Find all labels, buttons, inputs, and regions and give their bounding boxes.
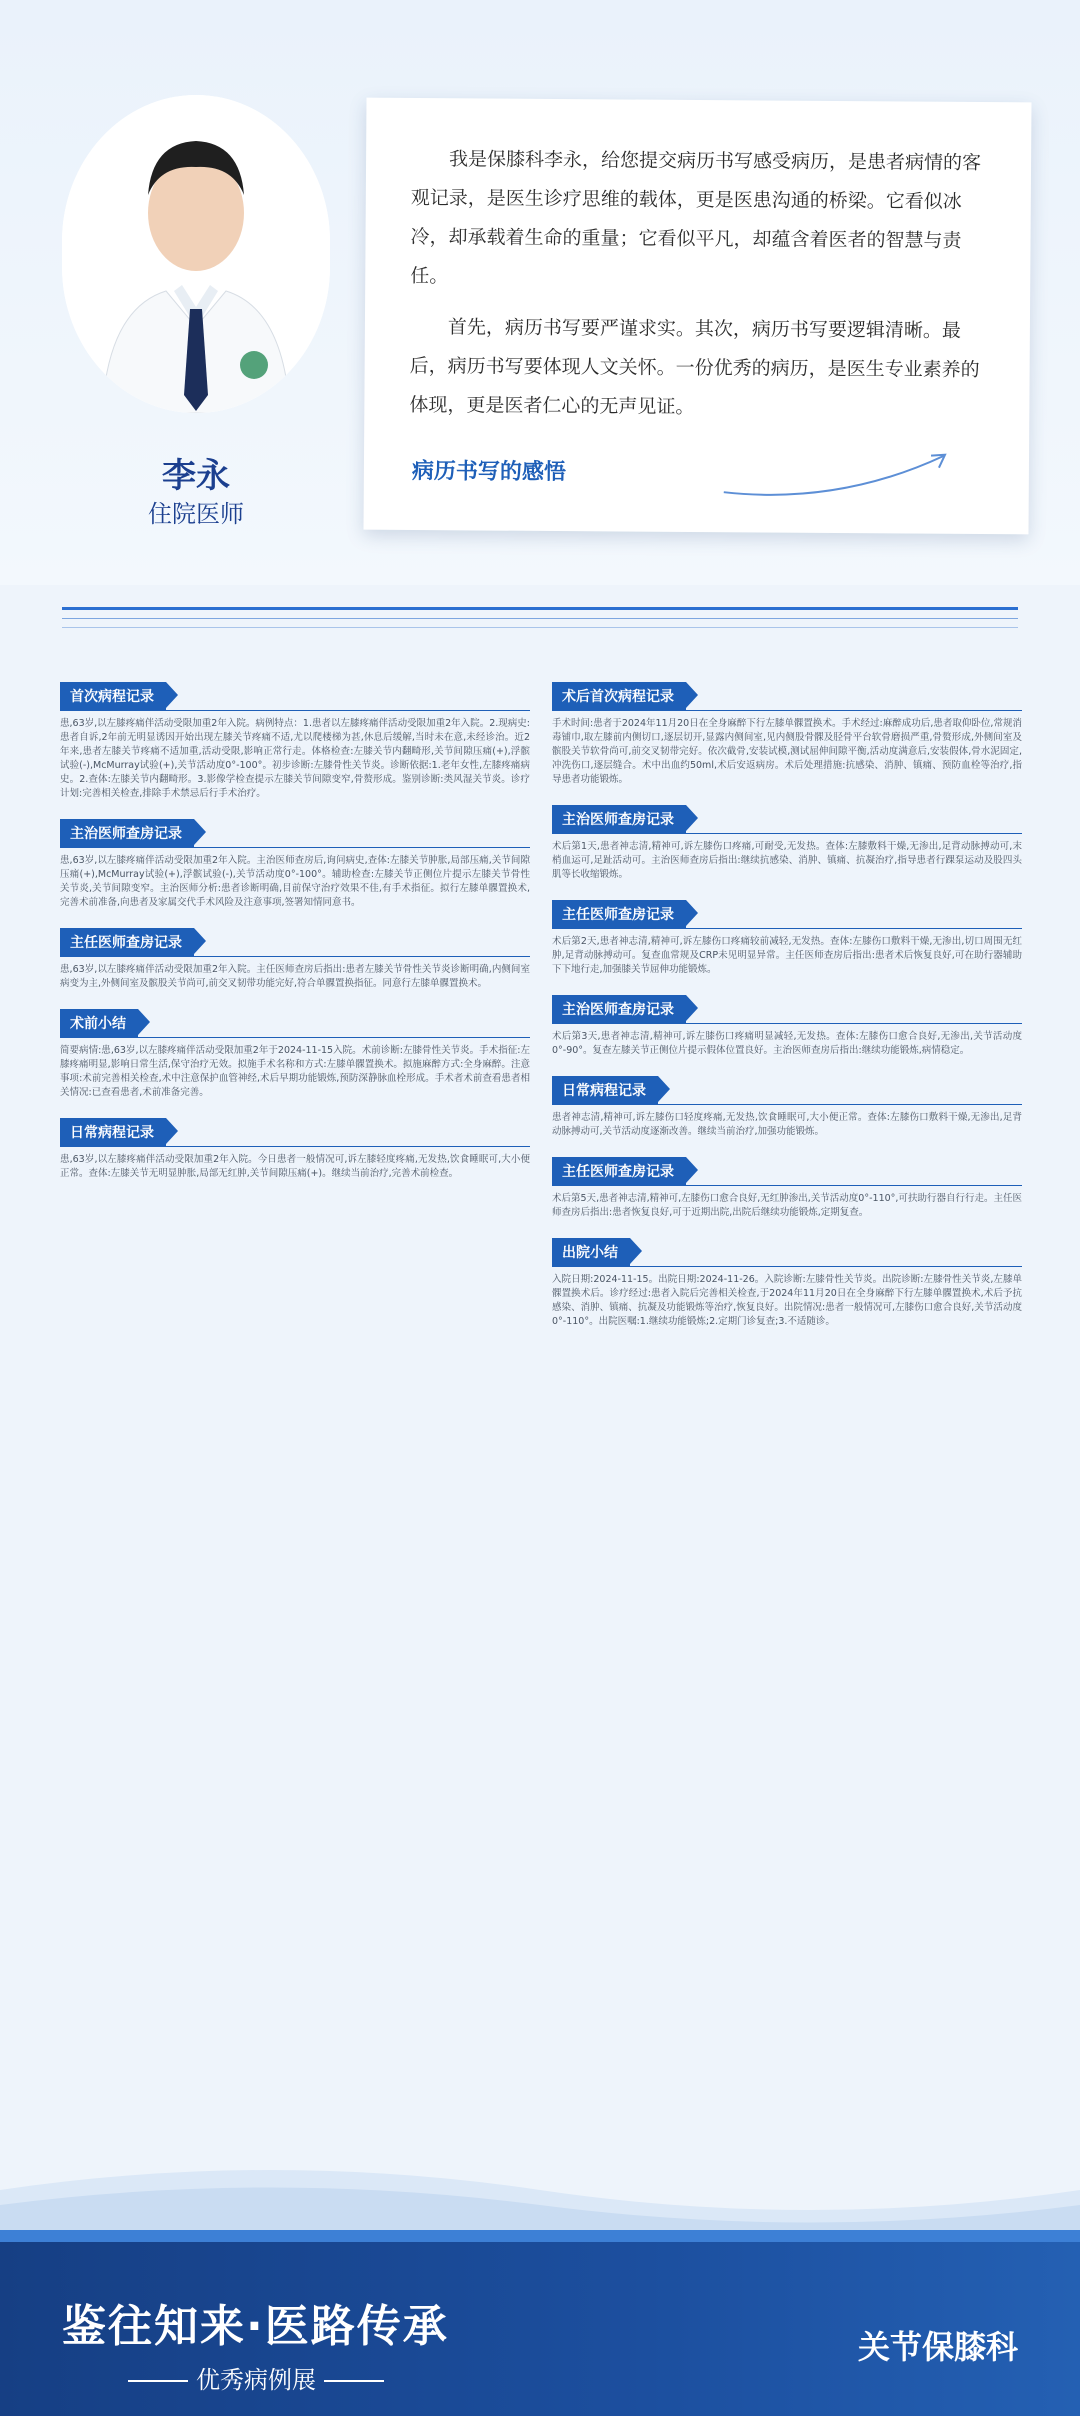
section-attending-round-postop-1 <box>552 795 1022 882</box>
section-title: 术前小结 <box>60 1009 138 1037</box>
section-title: 主治医师查房记录 <box>552 805 686 833</box>
section-title: 日常病程记录 <box>552 1076 658 1104</box>
section-title: 首次病程记录 <box>60 682 166 710</box>
section-title: 术后首次病程记录 <box>552 682 686 710</box>
doctor-name: 李永 <box>162 456 230 496</box>
section-attending-round-postop-2 <box>552 985 1022 1058</box>
section-title: 主任医师查房记录 <box>60 928 194 956</box>
doctor-title: 住院医师 <box>148 500 244 528</box>
section-chief-round <box>60 918 530 991</box>
section-preop-summary <box>60 999 530 1100</box>
decorative-arrow-icon <box>719 442 959 504</box>
section-text: 术后第2天,患者神志清,精神可,诉左膝伤口疼痛较前减轻,无发热。查体:左膝伤口敷料干燥,无渗出,切口周围无红肿,足背动脉搏动可。复查血常规及CRP未见明显异常。主任医师查房后指出:患者术后恢复良好,可在助行器辅助下下地行走,加强膝关节屈伸功能锻炼。 <box>552 936 1022 975</box>
section-daily-record <box>60 1108 530 1181</box>
footer-subtitle: 优秀病例展 <box>196 2366 316 2394</box>
reflection-card <box>364 98 1032 535</box>
section-text: 患者神志清,精神可,诉左膝伤口轻度疼痛,无发热,饮食睡眠可,大小便正常。查体:左膝伤口敷料干燥,无渗出,足背动脉搏动可,关节活动度逐渐改善。继续当前治疗,加强功能锻炼。 <box>552 1112 1022 1137</box>
section-text: 简要病情:患,63岁,以左膝疼痛伴活动受限加重2年于2024-11-15入院。术前诊断:左膝骨性关节炎。手术指征:左膝疼痛明显,影响日常生活,保守治疗无效。拟施手术名称和方式:左膝单髁置换术。拟施麻醉方式:全身麻醉。注意事项:术前完善相关检查,术中注意保护血管神经,术后早期功能锻炼,预防深静脉血栓形成。手术者术前查看患者相关情况:已查看患者,术前准备完善。 <box>60 1045 530 1098</box>
footer-department: 关节保膝科 <box>857 2328 1018 2366</box>
section-text: 术后第5天,患者神志清,精神可,左膝伤口愈合良好,无红肿渗出,关节活动度0°-110°,可扶助行器自行行走。主任医师查房后指出:患者恢复良好,可于近期出院,出院后继续功能锻炼,定期复查。 <box>552 1193 1022 1218</box>
section-title: 主任医师查房记录 <box>552 900 686 928</box>
reflection-paragraph-2: 首先，病历书写要严谨求实。其次，病历书写要逻辑清晰。最后，病历书写要体现人文关怀。一份优秀的病历，是医生专业素养的体现，更是医者仁心的无声见证。 <box>409 316 980 418</box>
section-discharge-summary <box>552 1228 1022 1329</box>
section-postop-first-record <box>552 672 1022 787</box>
footer-title: 鉴往知来·医路传承 <box>62 2301 449 2352</box>
section-chief-round-postop-1 <box>552 890 1022 977</box>
section-title: 出院小结 <box>552 1238 630 1266</box>
section-daily-record-postop <box>552 1066 1022 1139</box>
doctor-portrait <box>62 95 330 413</box>
reflection-caption: 病历书写的感悟 <box>411 459 567 486</box>
section-chief-round-postop-2 <box>552 1147 1022 1220</box>
section-attending-round <box>60 809 530 910</box>
section-text: 术后第3天,患者神志清,精神可,诉左膝伤口疼痛明显减轻,无发热。查体:左膝伤口愈合良好,无渗出,关节活动度0°-90°。复查左膝关节正侧位片提示假体位置良好。主治医师查房后指出:继续功能锻炼,病情稳定。 <box>552 1031 1022 1056</box>
section-divider <box>62 607 1018 628</box>
section-text: 患,63岁,以左膝疼痛伴活动受限加重2年入院。主任医师查房后指出:患者左膝关节骨性关节炎诊断明确,内侧间室病变为主,外侧间室及髌股关节尚可,前交叉韧带功能完好,符合单髁置换指征。同意行左膝单髁置换术。 <box>60 964 530 989</box>
hero-banner <box>0 0 1080 585</box>
footer-subtitle-row <box>120 2360 392 2395</box>
section-text: 手术时间:患者于2024年11月20日在全身麻醉下行左膝单髁置换术。手术经过:麻醉成功后,患者取仰卧位,常规消毒铺巾,取左膝前内侧切口,逐层切开,显露内侧间室,见内侧股骨髁及胫骨平台软骨磨损严重,骨赘形成,外侧间室及髌股关节软骨尚可,前交叉韧带完好。依次截骨,安装试模,测试屈伸间隙平衡,活动度满意后,安装假体,骨水泥固定,冲洗伤口,逐层缝合。术中出血约50ml,术后安返病房。术后处理措施:抗感染、消肿、镇痛、预防血栓等治疗,指导患者功能锻炼。 <box>552 718 1022 785</box>
wave-decoration <box>0 2150 1080 2230</box>
section-text: 入院日期:2024-11-15。出院日期:2024-11-26。入院诊断:左膝骨性关节炎。出院诊断:左膝骨性关节炎,左膝单髁置换术后。诊疗经过:患者入院后完善相关检查,于2024年11月20日在全身麻醉下行左膝单髁置换术,术后予抗感染、消肿、镇痛、抗凝及功能锻炼等治疗,恢复良好。出院情况:患者一般情况可,左膝伤口愈合良好,关节活动度0°-110°。出院医嘱:1.继续功能锻炼;2.定期门诊复查;3.不适随诊。 <box>552 1274 1022 1327</box>
section-title: 主治医师查房记录 <box>60 819 194 847</box>
section-text: 患,63岁,以左膝疼痛伴活动受限加重2年入院。今日患者一般情况可,诉左膝轻度疼痛,无发热,饮食睡眠可,大小便正常。查体:左膝关节无明显肿胀,局部无红肿,关节间隙压痛(+)。继续当前治疗,完善术前检查。 <box>60 1154 530 1179</box>
reflection-paragraph-1: 我是保膝科李永，给您提交病历书写感受病历，是患者病情的客观记录，是医生诊疗思维的载体，更是医患沟通的桥梁。它看似冰冷，却承载着生命的重量；它看似平凡，却蕴含着医者的智慧与责任。 <box>410 148 982 288</box>
section-text: 术后第1天,患者神志清,精神可,诉左膝伤口疼痛,可耐受,无发热。查体:左膝敷料干燥,无渗出,足背动脉搏动可,末梢血运可,足趾活动可。主治医师查房后指出:继续抗感染、消肿、镇痛、抗凝治疗,指导患者行踝泵运动及股四头肌等长收缩锻炼。 <box>552 841 1022 880</box>
section-text: 患,63岁,以左膝疼痛伴活动受限加重2年入院。病例特点：1.患者以左膝疼痛伴活动受限加重2年入院。2.现病史:患者自诉,2年前无明显诱因开始出现左膝关节疼痛不适,尤以爬楼梯为甚,休息后缓解,当时未在意,未经诊治。近2年来,患者左膝关节疼痛不适加重,活动受限,影响正常行走。体格检查:左膝关节内翻畸形,关节间隙压痛(+),浮髌试验(-),McMurray试验(+),关节活动度0°-100°。初步诊断:左膝骨性关节炎。诊断依据:1.老年女性,左膝疼痛病史。2.查体:左膝关节内翻畸形。3.影像学检查提示左膝关节间隙变窄,骨赘形成。鉴别诊断:类风湿关节炎。诊疗计划:完善相关检查,排除手术禁忌后行手术治疗。 <box>60 718 530 799</box>
section-title: 主治医师查房记录 <box>552 995 686 1023</box>
footer-banner <box>0 2230 1080 2416</box>
right-column <box>552 672 1022 1337</box>
section-title: 日常病程记录 <box>60 1118 166 1146</box>
section-title: 主任医师查房记录 <box>552 1157 686 1185</box>
section-first-record <box>60 672 530 801</box>
left-column <box>60 672 530 1189</box>
section-text: 患,63岁,以左膝疼痛伴活动受限加重2年入院。主治医师查房后,询问病史,查体:左膝关节肿胀,局部压痛,关节间隙压痛(+),McMurray试验(+),浮髌试验(-),关节活动度0°-100°。辅助检查:左膝关节正侧位片提示左膝关节骨性关节炎,关节间隙变窄。主治医师分析:患者诊断明确,目前保守治疗效果不佳,有手术指征。拟行左膝单髁置换术,完善术前准备,向患者及家属交代手术风险及注意事项,签署知情同意书。 <box>60 855 530 908</box>
